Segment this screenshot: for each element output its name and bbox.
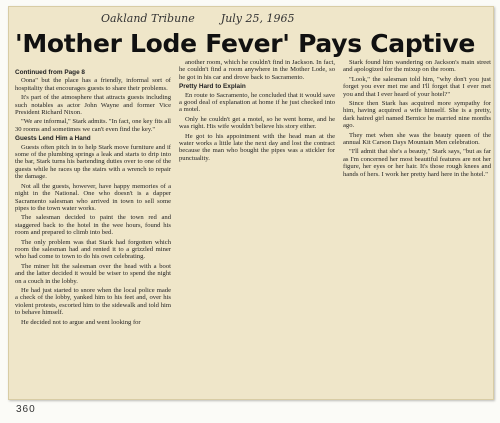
subheading: Pretty Hard to Explain [179, 83, 246, 91]
paragraph: The miner hit the salesman over the head with a boot and the latter decided it would be wiser to spend the night on a couch in the lobby. [15, 262, 171, 285]
paragraph: He got to his appointment with the head man at the water works a little late the next day and lost the contract because the man who bought the pipes was a stickler for punctuality. [179, 132, 335, 162]
paragraph: Guests often pitch in to help Stark move furniture and if some of the plumbing springs a leak and starts to drip into the bar, Stark turns his bartending duties over to one of the guests while he races up the stairs with a wrench to repair the damage. [15, 143, 171, 181]
paragraph: En route to Sacramento, he concluded that it would save a good deal of explanation at home if he just checked into a motel. [179, 91, 335, 114]
continued-note: Continued from Page 8 [15, 69, 85, 76]
handwritten-date: July 25, 1965 [220, 11, 295, 25]
newspaper-clipping [8, 6, 494, 400]
paragraph: Oona" but the place has a friendly, informal sort of hospitality that encourages guests to share their problems. [15, 77, 171, 92]
paragraph: "I'll admit that she's a beauty," Stark says, "but as far as I'm concerned her most beautiful features are not her figure, her eyes or her hair. It's those rough knees and hands of hers. I work her pretty hard here in the hotel." [343, 148, 491, 178]
paragraph: Only he couldn't get a motel, so he went home, and he was right. His wife wouldn't believe his story either. [179, 115, 335, 131]
article-column-2 [179, 59, 335, 164]
paragraph: The only problem was that Stark had forgotten which room the salesman had and rented it to a grizzled miner who had come to town to do his own celebrating. [15, 238, 171, 261]
article-column-3 [343, 59, 491, 180]
paragraph: He had just started to snore when the local police made a check of the lobby, yanked him to his feet and, over his violent protests, escorted him to the sidewalk and told him to behave himself. [15, 286, 171, 317]
subheading: Guests Lend Him a Hand [15, 135, 91, 143]
handwritten-annotation [101, 9, 381, 27]
paragraph: "We are informal," Stark admits. "In fact, one key fits all 30 rooms and sometimes we can't even find the key." [15, 118, 171, 133]
paragraph: They met when she was the beauty queen of the annual Kit Carson Days Mountain Men celebration. [343, 131, 491, 147]
paragraph: Stark found him wandering on Jackson's main street and apologized for the mixup on the room. [343, 59, 491, 74]
paragraph: Since then Stark has acquired more sympathy for him, having acquired a wife himself. She is a pretty, dark haired girl named Bernice he married nine months ago. [343, 100, 491, 130]
paragraph: He decided not to argue and went looking for [21, 318, 141, 326]
article-column-1 [15, 69, 171, 328]
paragraph: "Look," the salesman told him, "why don't you just forget you ever met me and I'll forget that I ever met you and that I ever heard of your hotel?" [343, 75, 491, 98]
paragraph: The salesman decided to paint the town red and staggered back to the hotel in the wee hours, found his room and prepared to climb into bed. [15, 214, 171, 237]
page-number: 360 [16, 404, 36, 415]
paragraph: It's part of the atmosphere that attracts guests including such notables as actor John Wayne and former Vice President Richard Nixon. [15, 94, 171, 117]
paragraph: another room, which he couldn't find in Jackson. In fact, he couldn't find a room anywhere in the Mother Lode, so he got in his car and drove back to Sacramento. [179, 59, 335, 81]
handwritten-source: Oakland Tribune [101, 11, 195, 25]
paragraph: Not all the guests, however, have happy memories of a night in the National. One who doesn't is a dapper Sacramento salesman who arrived in town to sell some pipes to the town water works. [15, 182, 171, 212]
headline: 'Mother Lode Fever' Pays Captive [15, 29, 475, 58]
